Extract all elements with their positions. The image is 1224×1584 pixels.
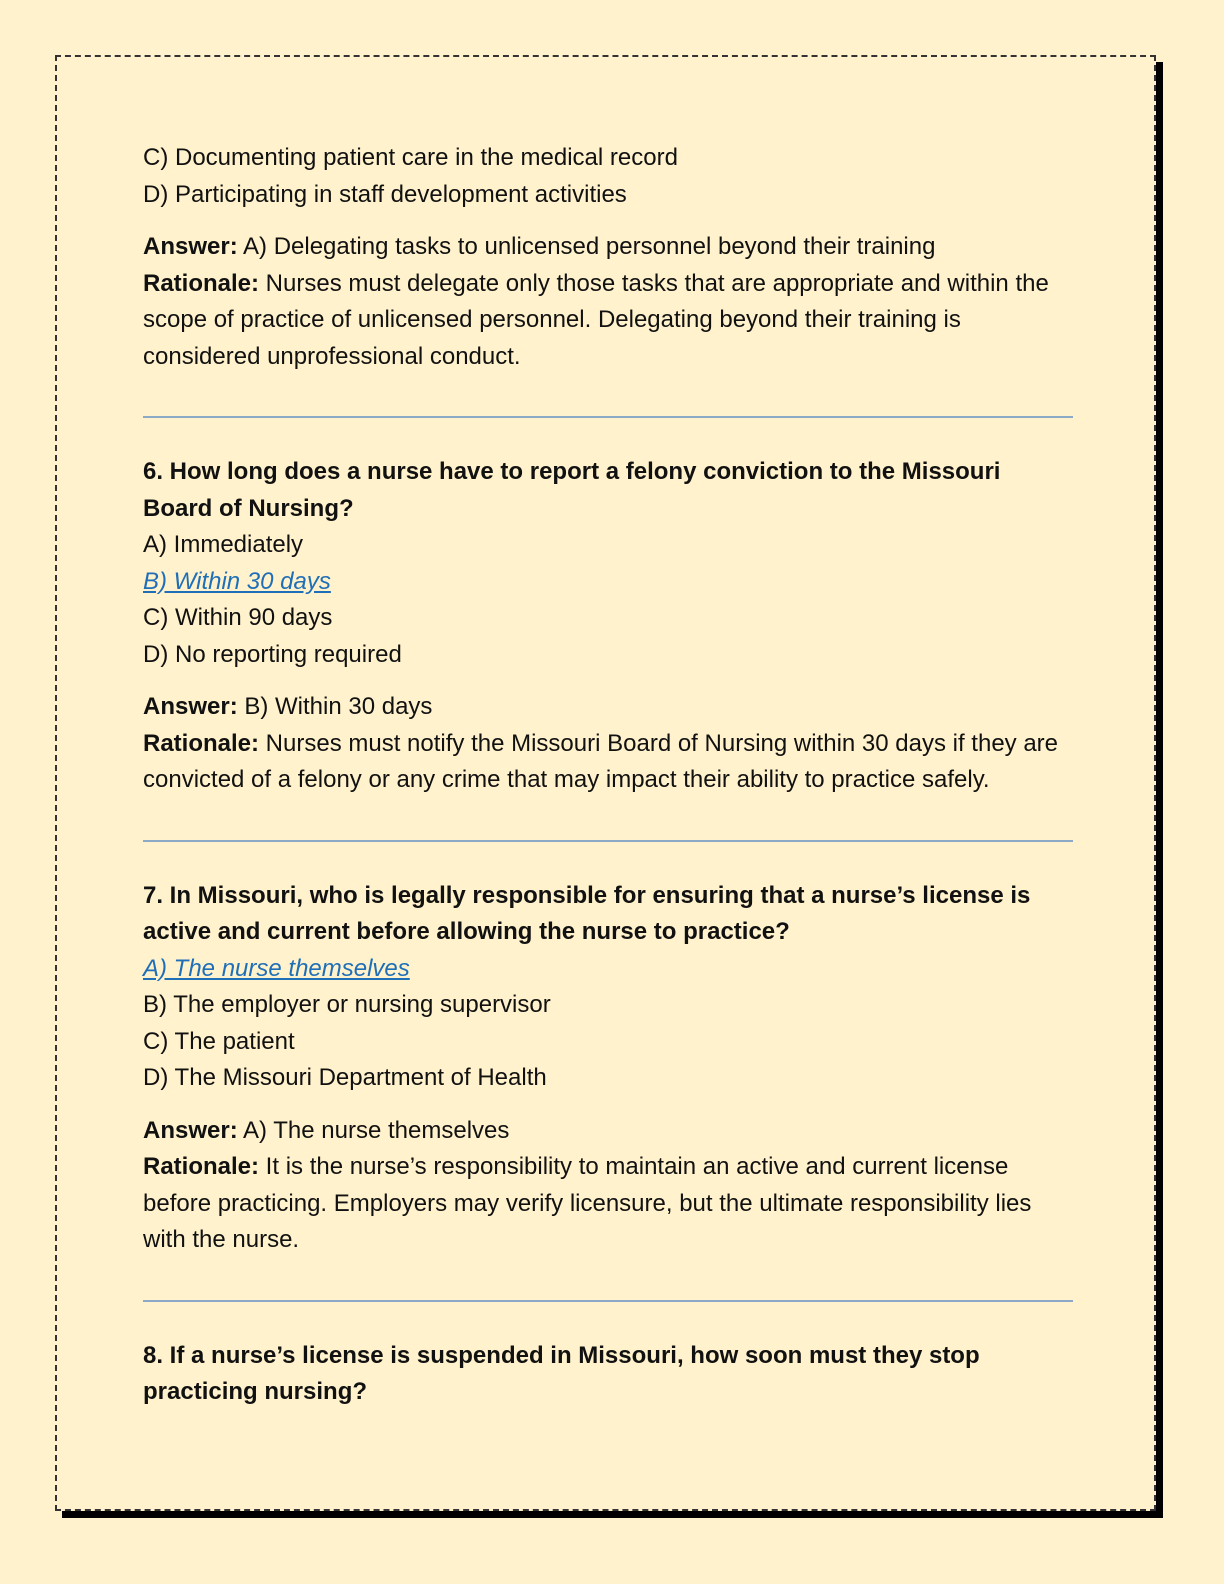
quiz-content: [143, 140, 1073, 1411]
question-text: 6. How long does a nurse have to report a felony conviction to the Missouri Board of Nursing?: [143, 458, 1001, 522]
option-a-correct[interactable]: A) The nurse themselves: [143, 954, 410, 982]
option-d[interactable]: D) The Missouri Department of Health: [143, 1064, 547, 1091]
answer-line: [143, 229, 1073, 266]
option-c: C) Documenting patient care in the medical record: [143, 144, 678, 171]
option-b[interactable]: B) The employer or nursing supervisor: [143, 991, 551, 1018]
option-a[interactable]: A) Immediately: [143, 531, 304, 558]
answer-text: B) Within 30 days: [237, 693, 433, 720]
question-5-tail: [143, 140, 1073, 375]
option-c[interactable]: C) Within 90 days: [143, 604, 333, 631]
question-8: [143, 1338, 1073, 1411]
rationale-label: Rationale:: [143, 1153, 260, 1180]
answer-line: [143, 689, 1073, 726]
separator: [143, 416, 1073, 418]
question-text: 8. If a nurse’s license is suspended in Missouri, how soon must they stop practicing nursing?: [143, 1341, 980, 1405]
answer-label: Answer:: [143, 233, 238, 260]
option-d: D) Participating in staff development activities: [143, 180, 627, 208]
separator: [143, 1300, 1073, 1302]
rationale: [143, 266, 1073, 376]
option-b-correct[interactable]: B) Within 30 days: [143, 567, 331, 595]
option-d[interactable]: D) No reporting required: [143, 640, 402, 668]
question-7: [143, 878, 1073, 1259]
rationale: [143, 1149, 1073, 1259]
rationale-text: Nurses must delegate only those tasks that are appropriate and within the scope of practice of unlicensed personnel. Delegating beyond their training is considered unprofessional conduct.: [143, 269, 1049, 370]
answer-label: Answer:: [143, 1116, 238, 1144]
answer-label: Answer:: [143, 693, 238, 720]
rationale: [143, 726, 1073, 799]
rationale-text: Nurses must notify the Missouri Board of Nursing within 30 days if they are convicted of a felony or any crime that may impact their ability to practice safely.: [143, 729, 1059, 793]
rationale-label: Rationale:: [143, 269, 260, 297]
question-text: 7. In Missouri, who is legally responsible for ensuring that a nurse’s license is active and current before allowing the nurse to practice?: [143, 881, 1031, 945]
question-6: [143, 454, 1073, 799]
rationale-text: It is the nurse’s responsibility to maintain an active and current license before practicing. Employers may verify licensure, but the ultimate responsibility lies with the nurse.: [143, 1153, 1032, 1253]
answer-line: [143, 1113, 1073, 1150]
rationale-label: Rationale:: [143, 729, 260, 757]
answer-text: A) The nurse themselves: [237, 1116, 510, 1144]
option-c[interactable]: C) The patient: [143, 1027, 295, 1055]
separator: [143, 840, 1073, 842]
answer-text: A) Delegating tasks to unlicensed personnel beyond their training: [237, 233, 936, 260]
